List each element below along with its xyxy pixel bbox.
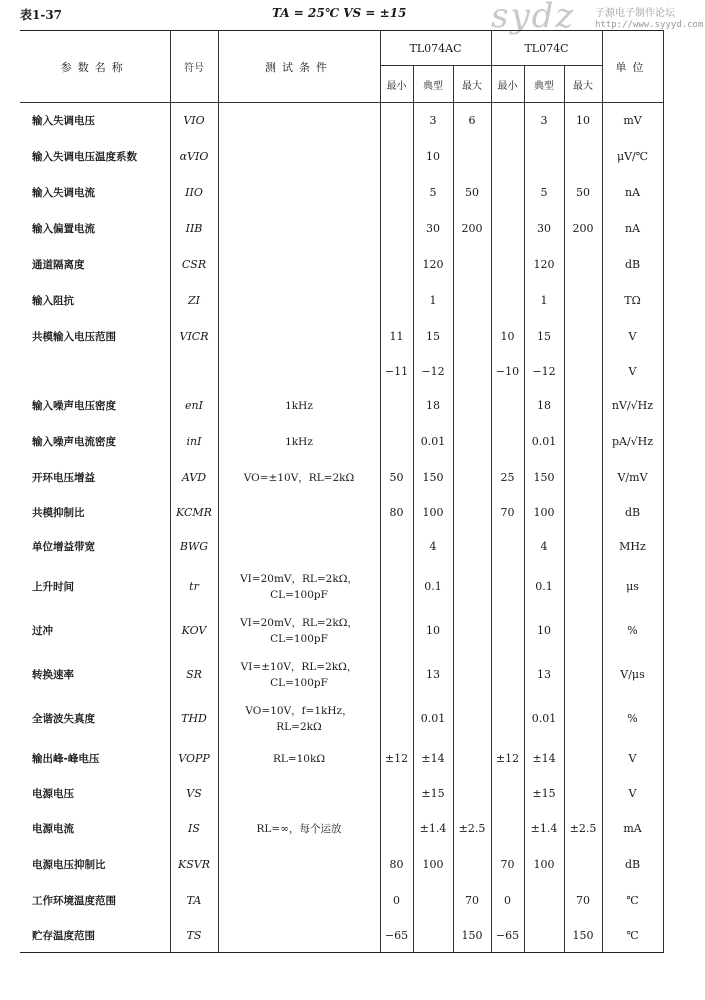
value-cell xyxy=(524,139,564,175)
param-name: 电源电压抑制比 xyxy=(20,847,170,883)
value-cell: 70 xyxy=(491,847,524,883)
test-condition xyxy=(218,883,380,919)
param-symbol: ZI xyxy=(170,283,218,319)
unit-cell: dB xyxy=(602,496,663,529)
watermark-logo: sydz xyxy=(491,0,576,36)
value-cell xyxy=(491,388,524,424)
value-cell xyxy=(453,319,491,355)
table-row xyxy=(20,247,663,283)
unit-cell: μs xyxy=(602,565,663,609)
value-cell xyxy=(491,811,524,847)
header-max: 最大 xyxy=(564,66,602,103)
unit-cell: dB xyxy=(602,247,663,283)
unit-cell: ℃ xyxy=(602,919,663,953)
table-row xyxy=(20,496,663,529)
header-max: 最大 xyxy=(453,66,491,103)
value-cell xyxy=(380,811,413,847)
value-cell: 50 xyxy=(380,460,413,496)
unit-cell: mV xyxy=(602,103,663,139)
unit-cell: nV/√Hz xyxy=(602,388,663,424)
value-cell: 15 xyxy=(524,319,564,355)
param-name: 共模抑制比 xyxy=(20,496,170,529)
value-cell xyxy=(491,139,524,175)
unit-cell: nA xyxy=(602,211,663,247)
value-cell: 70 xyxy=(564,883,602,919)
value-cell xyxy=(380,175,413,211)
value-cell xyxy=(564,496,602,529)
value-cell xyxy=(380,529,413,565)
value-cell: 70 xyxy=(491,496,524,529)
param-name: 输入偏置电流 xyxy=(20,211,170,247)
value-cell xyxy=(380,609,413,653)
table-row xyxy=(20,777,663,811)
test-condition xyxy=(218,355,380,388)
param-symbol: TS xyxy=(170,919,218,953)
value-cell xyxy=(491,653,524,697)
param-symbol: TA xyxy=(170,883,218,919)
unit-cell: V/μs xyxy=(602,653,663,697)
value-cell xyxy=(564,283,602,319)
value-cell xyxy=(380,777,413,811)
value-cell xyxy=(453,355,491,388)
value-cell: 10 xyxy=(491,319,524,355)
value-cell: ±2.5 xyxy=(564,811,602,847)
table-row xyxy=(20,319,663,355)
header-device2: TL074C xyxy=(491,31,602,66)
value-cell: 10 xyxy=(564,103,602,139)
value-cell: 150 xyxy=(524,460,564,496)
param-symbol: AVD xyxy=(170,460,218,496)
value-cell xyxy=(453,609,491,653)
param-symbol: SR xyxy=(170,653,218,697)
table-body xyxy=(20,103,663,953)
param-symbol: BWG xyxy=(170,529,218,565)
table-row xyxy=(20,283,663,319)
value-cell: ±14 xyxy=(524,741,564,777)
table-row xyxy=(20,919,663,953)
value-cell: 30 xyxy=(524,211,564,247)
table-row xyxy=(20,697,663,741)
value-cell xyxy=(491,697,524,741)
value-cell xyxy=(453,139,491,175)
value-cell: ±15 xyxy=(524,777,564,811)
param-symbol: IIB xyxy=(170,211,218,247)
value-cell: 100 xyxy=(413,496,453,529)
value-cell: 50 xyxy=(564,175,602,211)
param-name: 单位增益带宽 xyxy=(20,529,170,565)
value-cell: 1 xyxy=(524,283,564,319)
unit-cell: MHz xyxy=(602,529,663,565)
watermark-site: 子源电子制作论坛 xyxy=(595,8,675,19)
unit-cell: V/mV xyxy=(602,460,663,496)
value-cell: ±1.4 xyxy=(413,811,453,847)
header-condition: 测试条件 xyxy=(218,31,380,103)
value-cell: −12 xyxy=(413,355,453,388)
test-condition: VI=20mV，RL=2kΩ， CL=100pF xyxy=(218,609,380,653)
value-cell xyxy=(491,777,524,811)
value-cell xyxy=(564,565,602,609)
value-cell: 18 xyxy=(413,388,453,424)
value-cell xyxy=(491,247,524,283)
table-row xyxy=(20,460,663,496)
value-cell: ±15 xyxy=(413,777,453,811)
param-symbol: VIO xyxy=(170,103,218,139)
param-symbol xyxy=(170,355,218,388)
table-row xyxy=(20,103,663,139)
value-cell: 0.01 xyxy=(524,424,564,460)
value-cell: 3 xyxy=(413,103,453,139)
table-caption: 表1-37 xyxy=(20,8,63,22)
param-name: 开环电压增益 xyxy=(20,460,170,496)
value-cell: 1 xyxy=(413,283,453,319)
value-cell: 120 xyxy=(524,247,564,283)
value-cell xyxy=(380,103,413,139)
value-cell: 0.1 xyxy=(413,565,453,609)
test-condition: 1kHz xyxy=(218,388,380,424)
value-cell: 13 xyxy=(524,653,564,697)
value-cell xyxy=(491,175,524,211)
value-cell xyxy=(491,424,524,460)
value-cell: ±1.4 xyxy=(524,811,564,847)
value-cell xyxy=(564,247,602,283)
table-row xyxy=(20,211,663,247)
value-cell: 4 xyxy=(413,529,453,565)
param-symbol: THD xyxy=(170,697,218,741)
value-cell xyxy=(524,919,564,953)
value-cell: −11 xyxy=(380,355,413,388)
value-cell: 4 xyxy=(524,529,564,565)
param-symbol: IS xyxy=(170,811,218,847)
test-condition: RL=10kΩ xyxy=(218,741,380,777)
value-cell xyxy=(564,460,602,496)
value-cell: 13 xyxy=(413,653,453,697)
value-cell: ±12 xyxy=(491,741,524,777)
table-row xyxy=(20,139,663,175)
header-unit: 单位 xyxy=(602,31,663,103)
value-cell: 70 xyxy=(453,883,491,919)
value-cell xyxy=(491,609,524,653)
value-cell xyxy=(380,653,413,697)
test-condition: VO=10V，f=1kHz， RL=2kΩ xyxy=(218,697,380,741)
param-name: 工作环境温度范围 xyxy=(20,883,170,919)
unit-cell: mA xyxy=(602,811,663,847)
param-symbol: KSVR xyxy=(170,847,218,883)
value-cell: −10 xyxy=(491,355,524,388)
test-condition xyxy=(218,919,380,953)
value-cell: ±14 xyxy=(413,741,453,777)
unit-cell: μV/℃ xyxy=(602,139,663,175)
test-condition xyxy=(218,175,380,211)
header-param: 参数名称 xyxy=(20,31,170,103)
unit-cell: nA xyxy=(602,175,663,211)
value-cell xyxy=(564,355,602,388)
unit-cell: dB xyxy=(602,847,663,883)
value-cell: 100 xyxy=(413,847,453,883)
table-row xyxy=(20,529,663,565)
value-cell: 5 xyxy=(524,175,564,211)
value-cell: −12 xyxy=(524,355,564,388)
param-name: 通道隔离度 xyxy=(20,247,170,283)
param-symbol: tr xyxy=(170,565,218,609)
param-name: 过冲 xyxy=(20,609,170,653)
value-cell: 0 xyxy=(380,883,413,919)
value-cell: ±12 xyxy=(380,741,413,777)
value-cell: 150 xyxy=(564,919,602,953)
value-cell xyxy=(453,460,491,496)
unit-cell: V xyxy=(602,319,663,355)
unit-cell: pA/√Hz xyxy=(602,424,663,460)
value-cell: 0.01 xyxy=(413,697,453,741)
table-row xyxy=(20,741,663,777)
value-cell xyxy=(453,424,491,460)
param-name: 转换速率 xyxy=(20,653,170,697)
unit-cell: TΩ xyxy=(602,283,663,319)
value-cell: 80 xyxy=(380,847,413,883)
test-condition xyxy=(218,211,380,247)
value-cell xyxy=(564,388,602,424)
param-symbol: IIO xyxy=(170,175,218,211)
unit-cell: V xyxy=(602,777,663,811)
value-cell xyxy=(491,529,524,565)
header-device1: TL074AC xyxy=(380,31,491,66)
param-symbol: enI xyxy=(170,388,218,424)
param-name: 上升时间 xyxy=(20,565,170,609)
value-cell xyxy=(564,697,602,741)
value-cell: 0.01 xyxy=(413,424,453,460)
test-condition xyxy=(218,103,380,139)
param-name: 输入失调电压温度系数 xyxy=(20,139,170,175)
header-min: 最小 xyxy=(380,66,413,103)
table-row xyxy=(20,609,663,653)
value-cell xyxy=(380,211,413,247)
value-cell: 5 xyxy=(413,175,453,211)
unit-cell: % xyxy=(602,609,663,653)
unit-cell: % xyxy=(602,697,663,741)
value-cell xyxy=(453,529,491,565)
table-row xyxy=(20,883,663,919)
value-cell xyxy=(453,496,491,529)
param-symbol: inI xyxy=(170,424,218,460)
param-symbol: KOV xyxy=(170,609,218,653)
test-condition xyxy=(218,139,380,175)
header-min: 最小 xyxy=(491,66,524,103)
value-cell: ±2.5 xyxy=(453,811,491,847)
param-name: 共模输入电压范围 xyxy=(20,319,170,355)
param-name: 贮存温度范围 xyxy=(20,919,170,953)
param-symbol: CSR xyxy=(170,247,218,283)
test-condition: VI=±10V，RL=2kΩ， CL=100pF xyxy=(218,653,380,697)
value-cell xyxy=(491,211,524,247)
value-cell xyxy=(564,319,602,355)
test-condition xyxy=(218,777,380,811)
value-cell xyxy=(453,847,491,883)
header-symbol: 符号 xyxy=(170,31,218,103)
param-name: 输入噪声电压密度 xyxy=(20,388,170,424)
value-cell xyxy=(491,565,524,609)
value-cell xyxy=(380,697,413,741)
test-condition xyxy=(218,529,380,565)
value-cell xyxy=(453,697,491,741)
param-name xyxy=(20,355,170,388)
value-cell: 50 xyxy=(453,175,491,211)
value-cell xyxy=(453,247,491,283)
value-cell: 11 xyxy=(380,319,413,355)
param-name: 输出峰-峰电压 xyxy=(20,741,170,777)
value-cell xyxy=(491,103,524,139)
value-cell: 25 xyxy=(491,460,524,496)
header-typ: 典型 xyxy=(413,66,453,103)
test-condition xyxy=(218,247,380,283)
unit-cell: ℃ xyxy=(602,883,663,919)
test-condition xyxy=(218,847,380,883)
test-condition: 1kHz xyxy=(218,424,380,460)
value-cell: 30 xyxy=(413,211,453,247)
value-cell xyxy=(564,847,602,883)
test-condition xyxy=(218,283,380,319)
value-cell: −65 xyxy=(380,919,413,953)
param-name: 电源电压 xyxy=(20,777,170,811)
test-condition: VO=±10V，RL=2kΩ xyxy=(218,460,380,496)
value-cell xyxy=(564,609,602,653)
value-cell xyxy=(564,529,602,565)
param-name: 输入阻抗 xyxy=(20,283,170,319)
value-cell xyxy=(380,139,413,175)
param-symbol: VOPP xyxy=(170,741,218,777)
value-cell: 10 xyxy=(524,609,564,653)
value-cell: 0 xyxy=(491,883,524,919)
test-condition xyxy=(218,496,380,529)
value-cell: 10 xyxy=(413,139,453,175)
value-cell xyxy=(453,741,491,777)
param-symbol: αVIO xyxy=(170,139,218,175)
value-cell xyxy=(524,883,564,919)
value-cell: 15 xyxy=(413,319,453,355)
value-cell xyxy=(380,283,413,319)
value-cell: 200 xyxy=(453,211,491,247)
param-name: 电源电流 xyxy=(20,811,170,847)
header-typ: 典型 xyxy=(524,66,564,103)
param-name: 输入失调电压 xyxy=(20,103,170,139)
param-name: 全谐波失真度 xyxy=(20,697,170,741)
value-cell: 120 xyxy=(413,247,453,283)
value-cell xyxy=(453,283,491,319)
value-cell xyxy=(564,424,602,460)
param-symbol: VS xyxy=(170,777,218,811)
value-cell xyxy=(380,565,413,609)
value-cell: 100 xyxy=(524,496,564,529)
value-cell xyxy=(453,388,491,424)
test-condition: RL=∞，每个运放 xyxy=(218,811,380,847)
value-cell xyxy=(380,247,413,283)
watermark-url: http://www.syyyd.com xyxy=(595,20,704,30)
unit-cell: V xyxy=(602,355,663,388)
value-cell xyxy=(564,777,602,811)
value-cell xyxy=(564,139,602,175)
table-row xyxy=(20,565,663,609)
table-conditions: TA = 25℃ VS = ±15 xyxy=(272,6,407,20)
param-symbol: VICR xyxy=(170,319,218,355)
test-condition xyxy=(218,319,380,355)
unit-cell: V xyxy=(602,741,663,777)
table-row xyxy=(20,653,663,697)
value-cell xyxy=(453,565,491,609)
table-row xyxy=(20,811,663,847)
value-cell xyxy=(564,741,602,777)
param-symbol: KCMR xyxy=(170,496,218,529)
table-row xyxy=(20,847,663,883)
value-cell: 150 xyxy=(453,919,491,953)
value-cell xyxy=(564,653,602,697)
value-cell xyxy=(453,653,491,697)
value-cell: 150 xyxy=(413,460,453,496)
value-cell xyxy=(413,883,453,919)
value-cell: −65 xyxy=(491,919,524,953)
table-row xyxy=(20,175,663,211)
param-name: 输入噪声电流密度 xyxy=(20,424,170,460)
spec-table xyxy=(20,30,664,953)
value-cell: 0.1 xyxy=(524,565,564,609)
table-row xyxy=(20,388,663,424)
value-cell: 200 xyxy=(564,211,602,247)
table-row xyxy=(20,424,663,460)
test-condition: VI=20mV，RL=2kΩ， CL=100pF xyxy=(218,565,380,609)
param-name: 输入失调电流 xyxy=(20,175,170,211)
value-cell xyxy=(380,388,413,424)
value-cell: 10 xyxy=(413,609,453,653)
value-cell: 18 xyxy=(524,388,564,424)
value-cell xyxy=(453,777,491,811)
table-row xyxy=(20,355,663,388)
value-cell xyxy=(413,919,453,953)
value-cell: 3 xyxy=(524,103,564,139)
value-cell xyxy=(491,283,524,319)
value-cell: 0.01 xyxy=(524,697,564,741)
value-cell: 80 xyxy=(380,496,413,529)
value-cell: 100 xyxy=(524,847,564,883)
value-cell: 6 xyxy=(453,103,491,139)
value-cell xyxy=(380,424,413,460)
